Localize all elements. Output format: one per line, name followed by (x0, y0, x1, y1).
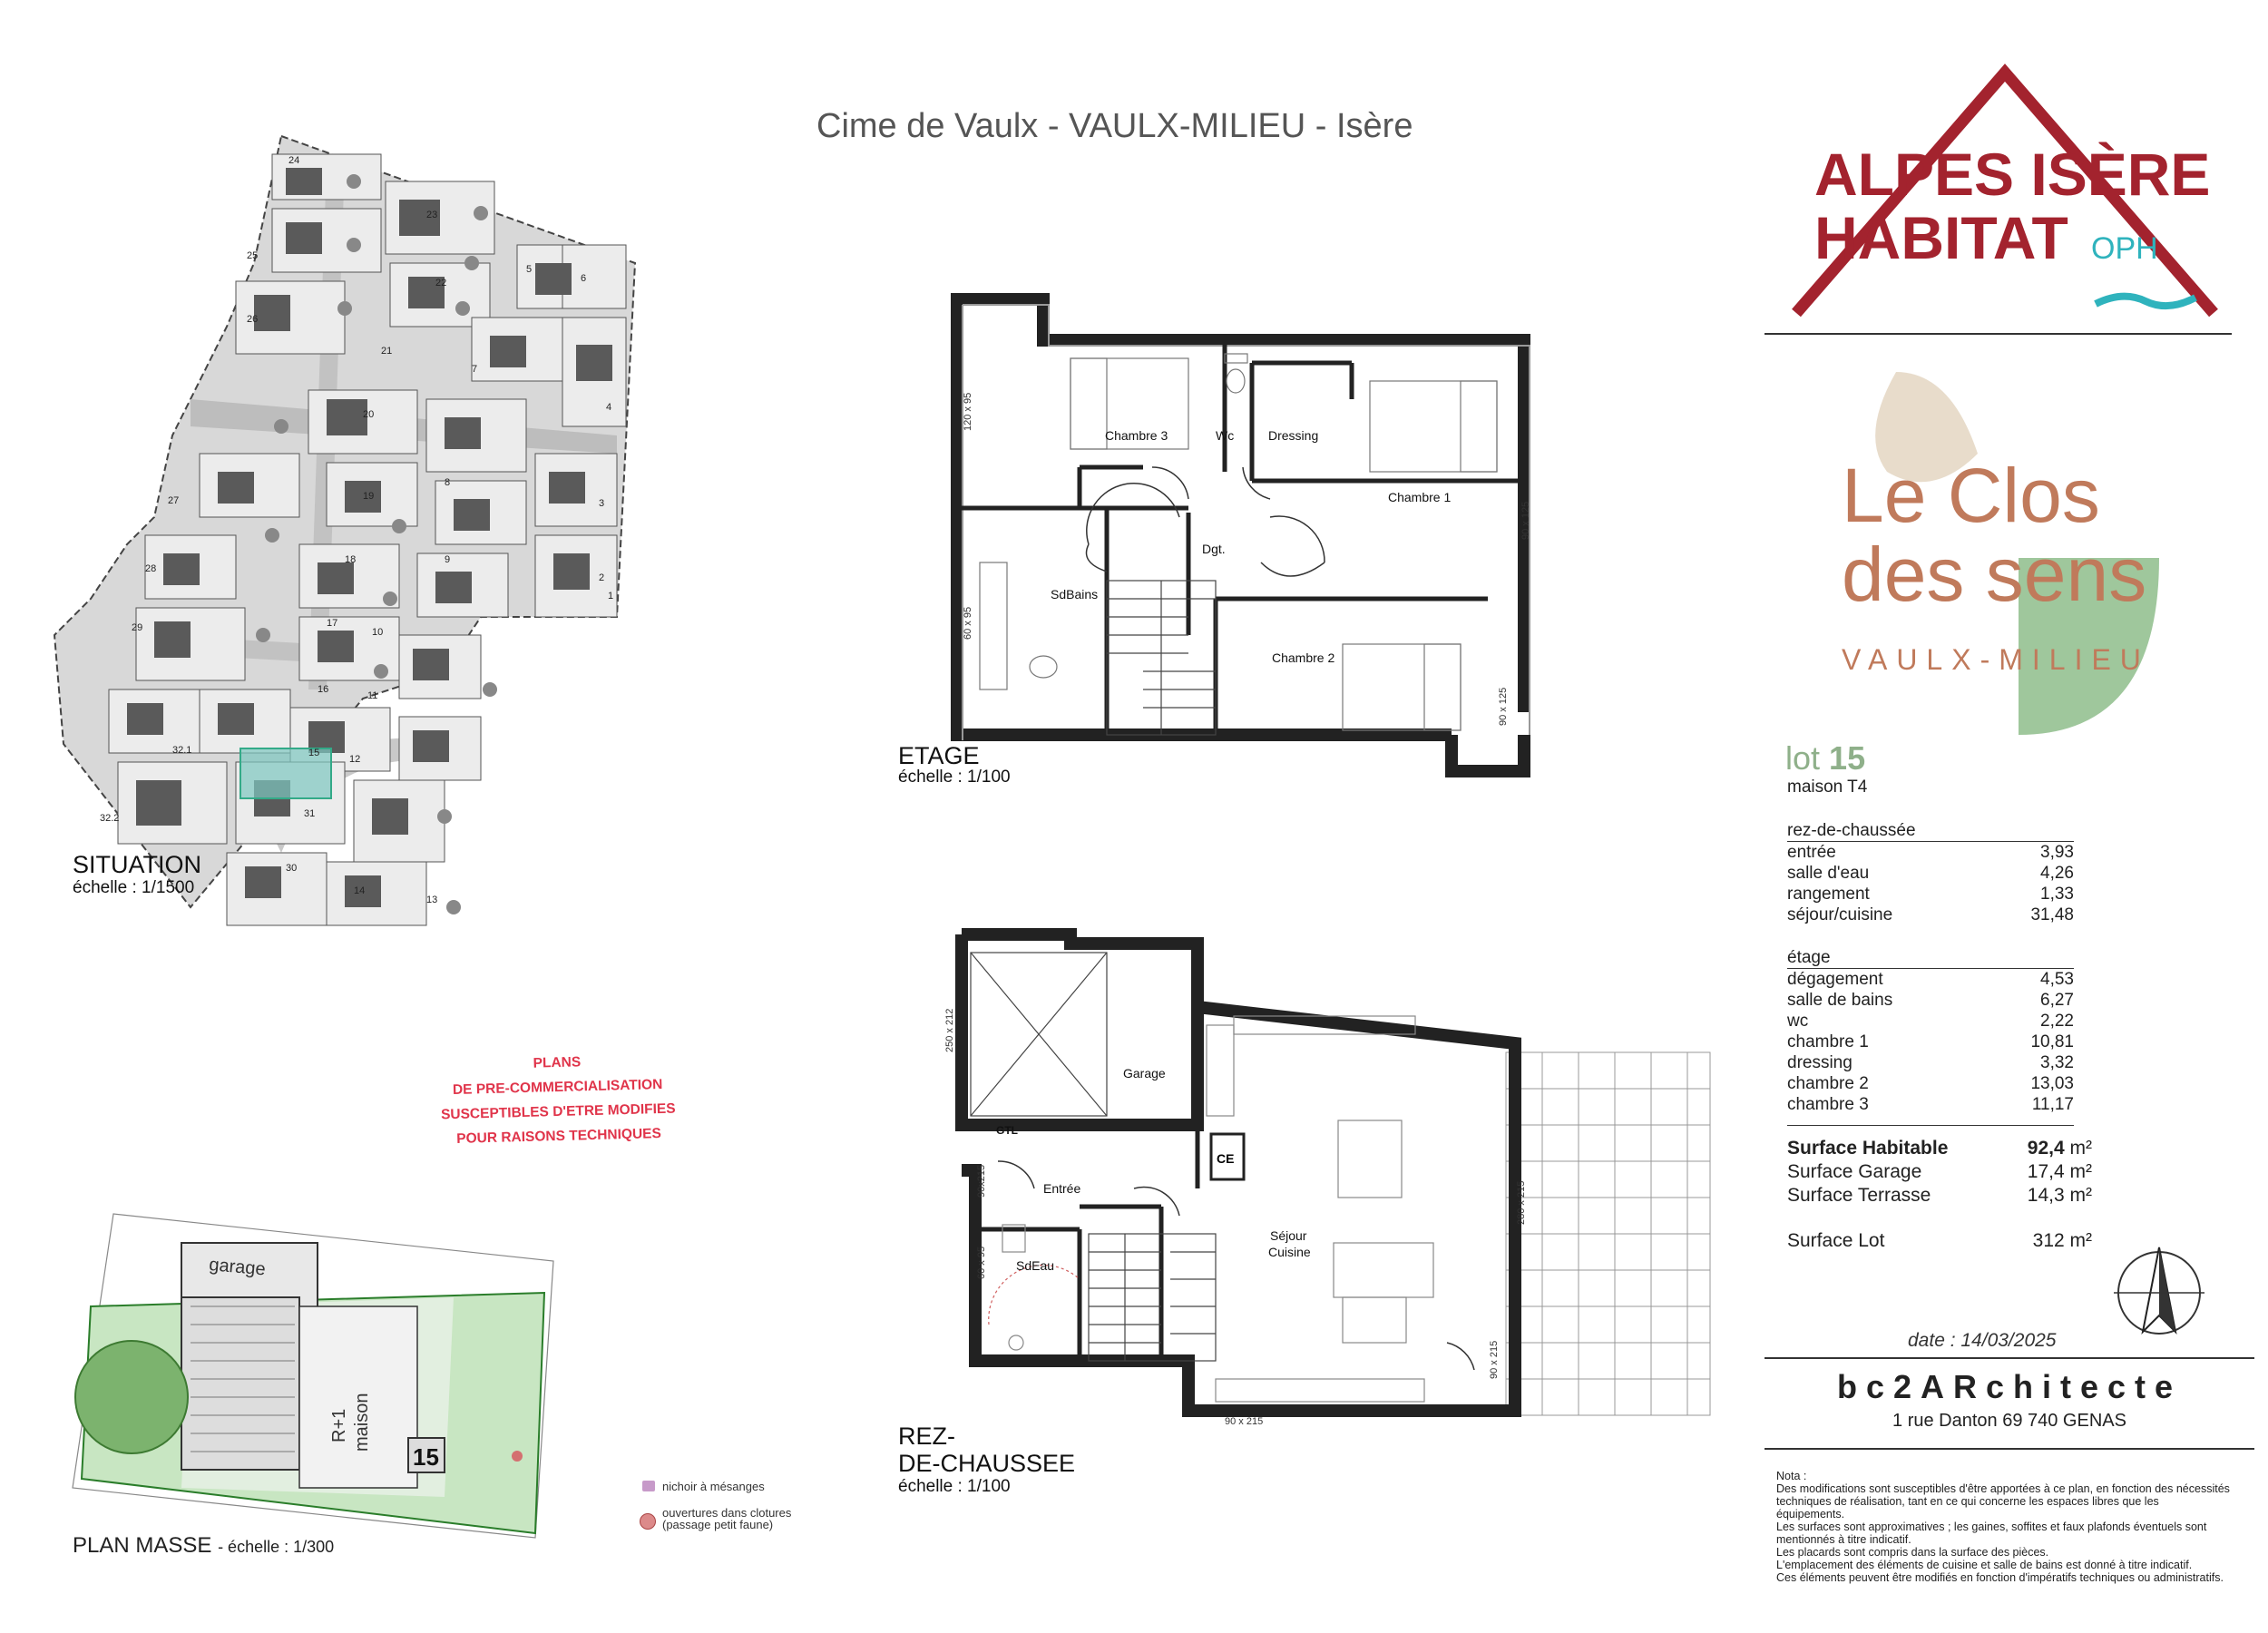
legend-nichoir: nichoir à mésanges (662, 1480, 765, 1493)
total-unit: m² (2064, 1138, 2092, 1159)
lot-label: 13 (426, 895, 438, 905)
pre-commercialisation-stamp (403, 1047, 714, 1153)
lot-label: 23 (426, 210, 438, 220)
room-garage: Garage (1123, 1066, 1166, 1081)
room-chambre-1: Chambre 1 (1388, 490, 1452, 504)
situation-map (54, 127, 653, 905)
rdc-title-line1: REZ- (898, 1423, 955, 1450)
alpes-isere-habitat-logo (1778, 54, 2250, 336)
project-logo-line2: des sens (1842, 532, 2147, 617)
room-degagement: Dgt. (1202, 542, 1226, 556)
lot-label: 4 (606, 402, 612, 413)
lot-label: 19 (363, 491, 375, 502)
architect-address: 1 rue Danton 69 740 GENAS (1892, 1411, 2126, 1431)
lot-label: 29 (132, 622, 143, 633)
surfaces-rdc (1787, 821, 2074, 925)
surface-name: dégagement (1787, 970, 1883, 989)
surface-name: wc (1787, 1012, 1809, 1031)
nichoir-icon (642, 1481, 655, 1491)
lot-surface-name: Surface Lot (1787, 1230, 1885, 1251)
surface-value: 10,81 (2030, 1032, 2074, 1051)
header-divider (1765, 333, 2232, 335)
stamp-line: SUSCEPTIBLES D'ETRE MODIFIES (440, 1100, 676, 1123)
project-logo-place: VAULX-MILIEU (1842, 643, 2150, 676)
lot-label: 8 (445, 477, 451, 488)
total-value: 92,4 (2027, 1138, 2065, 1159)
dim-label: 120 x 95 (963, 392, 973, 431)
north-arrow-icon (2114, 1243, 2214, 1343)
lot-prefix: lot (1785, 739, 1821, 777)
surface-name: chambre 1 (1787, 1032, 1869, 1051)
total-value: 14,3 m² (2027, 1185, 2092, 1206)
situation-title: SITUATION (73, 851, 202, 878)
lot-surface-row (1787, 1229, 2092, 1253)
total-row (1787, 1184, 2092, 1208)
etage-floor-plan (943, 290, 1579, 753)
surface-value: 3,32 (2040, 1053, 2074, 1072)
room-sejour: Séjour (1270, 1228, 1307, 1243)
surface-row (1787, 990, 2074, 1011)
lot-label: 22 (435, 278, 447, 288)
lot-label: 30 (286, 863, 298, 874)
dim-label: 60 x 95 (963, 606, 973, 640)
surface-value: 4,26 (2040, 864, 2074, 883)
lot-surface-value: 312 m² (2032, 1230, 2092, 1251)
lot-label: 3 (599, 498, 605, 509)
total-value: 17,4 m² (2027, 1161, 2092, 1182)
lot-label: 7 (472, 364, 478, 375)
legend-passage: (passage petit faune) (662, 1518, 774, 1531)
surface-row (1787, 1052, 2074, 1073)
lot-label: 24 (288, 155, 300, 166)
dim-label: 90 x 125 (1498, 687, 1509, 726)
surface-row (1787, 905, 2074, 925)
dim-label: 60 x 95 (976, 1246, 987, 1279)
surfaces-rdc-header: rez-de-chaussée (1787, 821, 2074, 842)
nota-line: techniques de réalisation, tant en ce qui concerne les espaces libres que les équipements. (1776, 1495, 2159, 1521)
nota-line: mentionnés à titre indicatif. (1776, 1533, 1911, 1546)
logo-suffix: OPH (2091, 231, 2158, 266)
lot-label: 26 (247, 314, 259, 325)
plan-masse-lot-number: 15 (413, 1443, 439, 1471)
legend-ouvertures: ouvertures dans clotures (662, 1506, 792, 1520)
lot-label: 1 (608, 591, 614, 601)
surface-row (1787, 842, 2074, 863)
surface-name: séjour/cuisine (1787, 905, 1893, 924)
plan-masse-house-label-1: R+1 (329, 1408, 349, 1442)
nota-line: Les surfaces sont approximatives ; les gaines, soffites et faux plafonds éventuels sont (1776, 1521, 2207, 1533)
surface-value: 4,53 (2040, 970, 2074, 989)
surface-row (1787, 1073, 2074, 1094)
surface-row (1787, 1032, 2074, 1052)
ce-label: CE (1217, 1151, 1235, 1166)
lot-label: 14 (354, 885, 366, 896)
etage-title: ETAGE (898, 742, 980, 769)
total-name: Surface Garage (1787, 1161, 1922, 1182)
lot-label: 21 (381, 346, 393, 357)
lot-label: 28 (145, 563, 157, 574)
stamp-line: POUR RAISONS TECHNIQUES (456, 1126, 662, 1147)
nota-line: Ces éléments peuvent être modifiés en fonction d'impératifs techniques ou administratifs. (1776, 1571, 2224, 1584)
situation-scale: échelle : 1/1500 (73, 878, 195, 897)
surface-name: entrée (1787, 843, 1836, 862)
room-entree: Entrée (1043, 1181, 1081, 1196)
lot-number: 15 (1829, 739, 1866, 777)
lot-label: 12 (349, 754, 361, 765)
document-date: date : 14/03/2025 (1908, 1330, 2057, 1351)
lot-label: 2 (599, 572, 605, 583)
plan-masse-garage-label: garage (208, 1255, 267, 1280)
surface-name: salle d'eau (1787, 864, 1870, 883)
plan-masse-title-text: PLAN MASSE (73, 1533, 212, 1558)
dim-label: 90x215 (976, 1164, 987, 1198)
total-name: Surface Habitable (1787, 1138, 1949, 1159)
lot-label: 6 (581, 273, 587, 284)
surface-name: chambre 3 (1787, 1095, 1869, 1114)
surface-row (1787, 1011, 2074, 1032)
room-dressing: Dressing (1268, 428, 1319, 443)
plan-masse-drawing (64, 1207, 572, 1542)
surface-name: salle de bains (1787, 991, 1893, 1010)
surface-name: chambre 2 (1787, 1074, 1869, 1093)
surfaces-etage-header: étage (1787, 948, 2074, 969)
surface-value: 1,33 (2040, 885, 2074, 904)
lot-label: 17 (327, 618, 338, 629)
surface-name: dressing (1787, 1053, 1853, 1072)
logo-line1: ALPES ISÈRE (1814, 141, 2211, 208)
surface-row (1787, 1094, 2074, 1115)
room-salle-de-bains: SdBains (1051, 587, 1099, 601)
dim-label: 90 x 215 (1489, 1340, 1500, 1379)
passage-faune-icon (640, 1513, 656, 1530)
lot-label: 20 (363, 409, 375, 420)
lot-label: 5 (526, 264, 533, 275)
room-chambre-3: Chambre 3 (1105, 428, 1168, 443)
room-wc: Wc (1216, 428, 1235, 443)
lot-label: 9 (445, 554, 451, 565)
rdc-floor-plan (934, 916, 1715, 1442)
logo-line2: HABITAT (1814, 204, 2068, 271)
total-row (1787, 1160, 2092, 1184)
lot-label: 16 (318, 684, 329, 695)
rdc-scale: échelle : 1/100 (898, 1477, 1011, 1496)
plan-masse-title (73, 1533, 334, 1559)
architect-name: bc2ARchitecte (1836, 1368, 2183, 1405)
room-cuisine: Cuisine (1268, 1245, 1311, 1259)
room-salle-d-eau: SdEau (1016, 1258, 1055, 1273)
surface-value: 6,27 (2040, 991, 2074, 1010)
etage-scale: échelle : 1/100 (898, 768, 1011, 787)
stamp-line: PLANS (533, 1054, 582, 1071)
surface-value: 2,22 (2040, 1012, 2074, 1031)
lot-label: 10 (372, 627, 384, 638)
stamp-line: DE PRE-COMMERCIALISATION (452, 1076, 663, 1099)
surface-value: 13,03 (2030, 1074, 2074, 1093)
project-logo-line1: Le Clos (1842, 453, 2100, 538)
surface-value: 11,17 (2031, 1095, 2074, 1114)
surface-row (1787, 884, 2074, 905)
dim-label: 90 x 125 (1520, 501, 1531, 540)
gtl-label: GTL (996, 1124, 1018, 1137)
lot-label: 32.1 (172, 745, 192, 756)
nota-line: L'emplacement des éléments de cuisine et salle de bains est donné à titre indicatif. (1776, 1559, 2193, 1571)
plan-masse-house-label-2: maison (352, 1393, 372, 1452)
lot-label: 15 (308, 748, 320, 758)
nota-line: Les placards sont compris dans la surface des pièces. (1776, 1546, 2049, 1559)
surface-totals (1787, 1137, 2092, 1253)
surface-row (1787, 863, 2074, 884)
totals-divider (1787, 1125, 2074, 1126)
lot-label: 25 (247, 250, 259, 261)
total-name: Surface Terrasse (1787, 1185, 1931, 1206)
surface-value: 31,48 (2030, 905, 2074, 924)
surface-row (1787, 969, 2074, 990)
total-row (1787, 1137, 2092, 1160)
le-clos-des-sens-logo (1823, 363, 2204, 744)
lot-heading (1785, 739, 1865, 777)
dim-label: 280 x 215 (1516, 1180, 1527, 1225)
lot-label: 27 (168, 495, 180, 506)
nota-line: Des modifications sont susceptibles d'être apportées à ce plan, en fonction des nécessités (1776, 1482, 2230, 1495)
surface-name: rangement (1787, 885, 1870, 904)
lot-label: 31 (304, 808, 316, 819)
surfaces-etage (1787, 948, 2074, 1115)
rdc-title-line2: DE-CHAUSSEE (898, 1450, 1076, 1477)
nota-title: Nota : (1776, 1470, 1807, 1482)
document-title: Cime de Vaulx - VAULX-MILIEU - Isère (816, 107, 1413, 145)
lot-label: 32.2 (100, 813, 120, 824)
dim-label: 90 x 215 (1225, 1416, 1264, 1427)
plan-masse-scale: - échelle : 1/300 (218, 1538, 335, 1556)
surface-value: 3,93 (2040, 843, 2074, 862)
lot-label: 18 (345, 554, 357, 565)
room-chambre-2: Chambre 2 (1272, 650, 1335, 665)
dim-label: 250 x 212 (944, 1008, 955, 1052)
lot-type: maison T4 (1787, 777, 1868, 797)
nota-block (1776, 1470, 2230, 1584)
lot-label: 11 (367, 690, 378, 701)
